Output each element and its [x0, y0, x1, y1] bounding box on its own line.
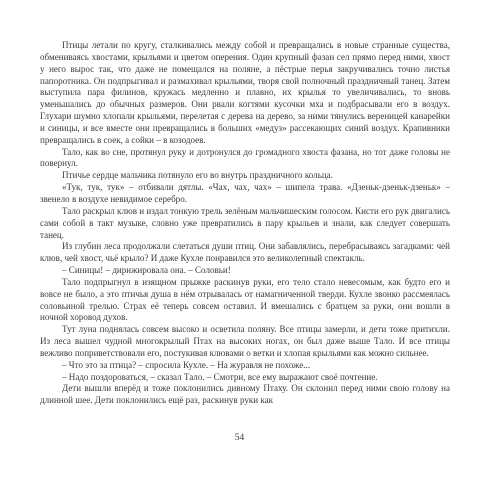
paragraph: Птицы летали по кругу, сталкивались между собой и превращались в новые странные существа, обмениваясь хвостами, крыльями и цветом оперения. Один крупный фазан сел прямо перед ними, хвост у него вырос так, что даже не помещался на поляне, а пёстрые перья закручивались точно листья папоротника. Он подпрыгивал и размахивал крыльями, творя свой полночный праздничный танец. Затем выступила пара филинов, кружась медленно и плавно, их крылья то увеличивались, то вновь уменьшались до обычных размеров. Они рвали когтями кусочки мха и подбрасывали его в воздух. Глухари шумно хлопали крыльями, перелетая с дерева на дерево, за ними тянулись вереницей канарейки и синицы, и все вместе они превращались в больших «медуз» рассекающих синий воздух. Крапивники превращались в соек, а сойки – в козодоев. [40, 40, 450, 145]
paragraph: Тут луна поднялась совсем высоко и осветила поляну. Все птицы замерли, и дети тоже притихли. Из леса вышел чудной многокрылый Птах на высоких ногах, он был даже выше Тало. И все птицы вежливо поприветствовали его, постукивая клювами о ветки и хлопая крыльями как можно сильнее. [40, 324, 450, 358]
paragraph: Из глубин леса продолжали слетаться души птиц. Они забавлялись, перебрасываясь загадками: чей клюв, чей хвост, чьё крыло? И даже Кухле понравился это великолепный спектакль. [40, 241, 450, 264]
paragraph: «Тук, тук, тук» – отбивали дятлы. «Чах, чах, чах» – шипела трава. «Дзеньк-дзеньк-дзеньк» – звенело в воздухе невидимое серебро. [40, 182, 450, 204]
paragraph: – Надо поздороваться, – сказал Тало. – Смотри, все ему выражают своё почтение. [62, 371, 378, 382]
body-text [40, 40, 450, 407]
paragraph: Тало подпрыгнул в изящном прыжке раскинув руки, его тело стало невесомым, как будто его и вовсе не было, а это птичья душа в нём отрывалась от намагниченной тверди. Кухле звонко рассмеялась соловьиной трелью. Страх её теперь совсем оставил. И вмешались с братцем за руки, они вошли в ночной хоровод духов. [40, 276, 450, 323]
paragraph: Тало, как во сне, протянул руку и дотронулся до громадного хвоста фазана, но тот даже головы не повернул. [40, 146, 450, 169]
paragraph: Дети вышли вперёд и тоже поклонились дивному Птаху. Он склонил перед ними свою голову на длинной шее. Дети поклонились ещё раз, раскинув руки как [40, 383, 450, 406]
paragraph: – Что это за птица? – спросила Кухле. – На журавля не похоже... [62, 359, 311, 370]
paragraph: Птичье сердце мальчика потянуло его во внутрь праздничного кольца. [62, 170, 333, 181]
page-number: 54 [234, 433, 245, 443]
paragraph: Тало раскрыл клюв и издал тонкую трель зелёным мальчишеским голосом. Кисти его рук двигались сами собой в такт музыке, словно уже превратились в пару крыльев и знали, как следует совершать танец. [40, 205, 450, 240]
paragraph: – Синицы! – дирижировала она. – Соловьи! [62, 265, 231, 276]
